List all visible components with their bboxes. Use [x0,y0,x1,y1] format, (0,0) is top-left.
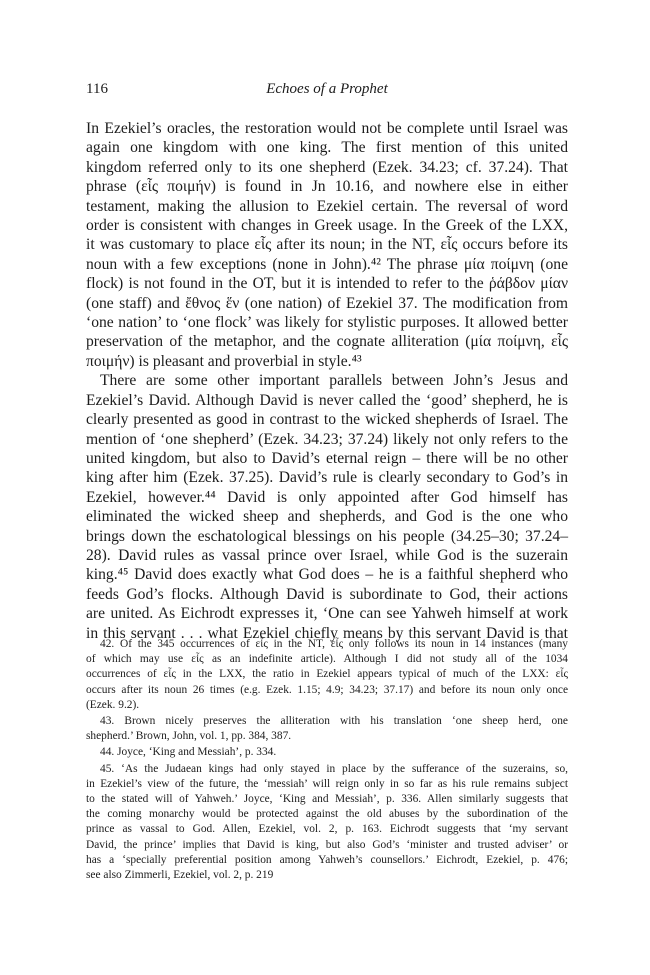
footnote-44 [86,745,568,760]
text-line: 28). David rules as vassal prince over Israel, while God is the suzerain [86,546,568,564]
footnote-line: prince as vassal to God. Allen, Ezekiel, vol. 2, p. 163. Eichrodt suggests that ‘my servant [86,823,568,836]
text-line: king after him (Ezek. 37.25). David’s rule is clearly secondary to God’s in [86,469,568,487]
text-line: in this servant . . . what Ezekiel chiefly means by this servant David is that [86,624,568,642]
text-line: ποιμήν) is pleasant and proverbial in style.⁴³ [86,352,362,370]
text-line: In Ezekiel’s oracles, the restoration would not be complete until Israel was [86,120,568,137]
footnote-line: (Ezek. 9.2). [86,698,140,711]
text-line: united kingdom, but also to David’s eternal reign – there will be no other [86,449,568,467]
footnote-line: to the stated will of Yahweh.’ Joyce, ‘King and Messiah’, p. 336. Allen similarly suggests that [86,793,568,806]
text-line: kingdom referred only to its one shepherd (Ezek. 34.23; cf. 37.24). That [86,158,568,176]
main-text [86,119,568,643]
text-line: it was customary to place εἷς after its noun; in the NT, εἷς occurs before its [86,236,568,254]
footnote-line: of which may use εἷς as an indefinite article). Although I did not study all of the 1034 [86,653,568,666]
footnotes [86,637,568,884]
footnote-line: 45. ‘As the Judaean kings had only stayed in place by the sufferance of the suzerains, so, [100,762,568,775]
text-line: flock) is not found in the OT, but it is intended to refer to the ῥάβδον μίαν [86,275,568,293]
text-line: phrase (εἷς ποιμήν) is found in Jn 10.16, and nowhere else in either [86,178,568,196]
footnote-line: occurrences of εἷς in the LXX, the ratio in Ezekiel appears typical of much of the LXX: εἷς [86,668,568,681]
footnote-line: has a ‘specially preferential position among Yahweh’s counsellors.’ Eichrodt, Ezekiel, p. 476; [86,853,568,866]
page-number: 116 [86,81,108,97]
text-line: eliminated the wicked sheep and shepherds, and God is the one who [86,508,568,526]
text-line: are united. As Eichrodt expresses it, ‘One can see Yahweh himself at work [86,605,568,623]
footnote-line: David, the prince’ implies that David is king, but also God’s ‘minister and trusted adviser’ or [86,838,568,851]
text-line: There are some other important parallels between John’s Jesus and [100,372,568,390]
running-title: Echoes of a Prophet [266,81,388,97]
text-line: noun with a few exceptions (none in John).⁴² The phrase μία ποίμνη (one [86,255,568,273]
text-line: clearly presented as good in contrast to the wicked shepherds of Israel. The [86,411,568,429]
text-line: testament, making the allusion to Ezekiel certain. The reversal of word [86,197,568,215]
text-line: feeds God’s flocks. Although David is subordinate to God, their actions [86,585,568,603]
text-line: again one kingdom with one king. The first mention of this united [86,139,568,157]
footnote-line: 42. Of the 345 occurrences of εἷς in the NT, εἷς only follows its noun in 14 instances (many [100,638,568,650]
paragraph-1 [86,119,568,371]
text-line: mention of ‘one shepherd’ (Ezek. 34.23; 37.24) likely not only refers to the [86,430,568,448]
footnote-line: 43. Brown nicely preserves the alliteration with his translation ‘one sheep herd, one [100,715,568,728]
page-header [86,81,568,103]
text-line: king.⁴⁵ David does exactly what God does – he is a faithful shepherd who [86,566,568,584]
text-line: Ezekiel, however.⁴⁴ David is only appointed after God himself has [86,488,568,506]
footnote-43 [86,714,568,744]
text-line: order is consistent with changes in Greek usage. In the Greek of the LXX, [86,217,568,235]
footnote-line: see also Zimmerli, Ezekiel, vol. 2, p. 219 [86,869,274,882]
paragraph-2 [86,371,568,643]
footnote-45 [86,762,568,884]
footnote-line: 44. Joyce, ‘King and Messiah’, p. 334. [100,746,277,759]
footnote-line: in Ezekiel’s view of the future, the ‘messiah’ will reign only in so far as his rule remains subject [86,777,568,790]
text-line: ‘one nation’ to ‘one flock’ was likely for stylistic purposes. It allowed better [86,314,568,332]
text-line: brings down the eschatological blessings on his people (34.25–30; 37.24– [86,527,568,545]
text-line: (one staff) and ἔθνος ἕν (one nation) of Ezekiel 37. The modification from [86,294,568,312]
footnote-line: occurs after its noun 26 times (e.g. Ezek. 1.15; 4.9; 34.23; 37.17) and before its noun only once [86,683,568,696]
footnote-42 [86,637,568,713]
text-line: preservation of the metaphor, and the cognate alliteration (μία ποίμνη, εἷς [86,333,568,351]
footnote-line: the coming monarchy would be protected against the old abuses by the subordination of the [86,808,568,821]
text-line: Ezekiel’s David. Although David is never called the ‘good’ shepherd, he is [86,391,568,409]
footnote-line: shepherd.’ Brown, John, vol. 1, pp. 384, 387. [86,730,292,743]
